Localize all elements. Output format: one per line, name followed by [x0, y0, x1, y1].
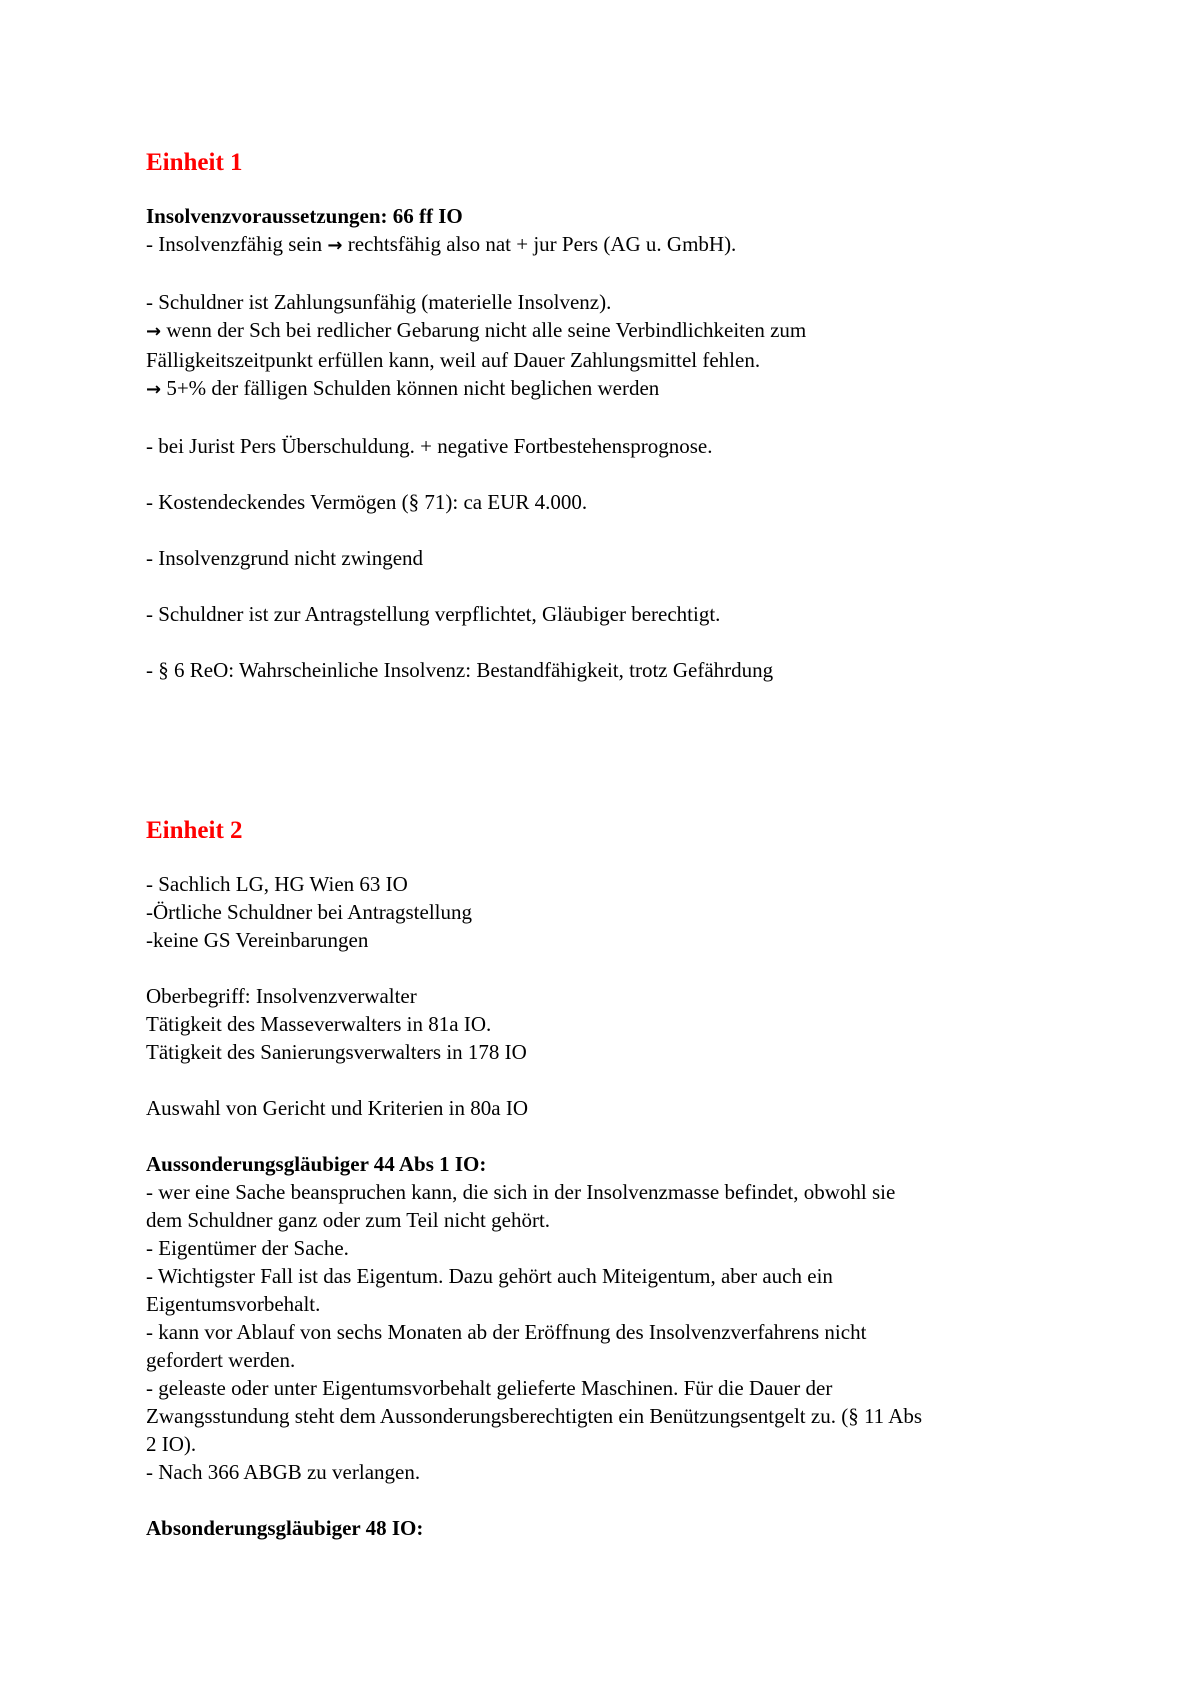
subheading-absonderungsglaeubiger: Absonderungsgläubiger 48 IO:	[146, 1516, 424, 1540]
subheading-insolvenzvoraussetzungen: Insolvenzvoraussetzungen: 66 ff IO	[146, 204, 463, 228]
blank-line	[146, 516, 1066, 544]
arrow-right-icon: →	[146, 321, 162, 342]
text-line: - bei Jurist Pers Überschuldung. + negative Fortbestehensprognose.	[146, 434, 713, 458]
text-span: 5+% der fälligen Schulden können nicht beglichen werden	[161, 376, 660, 400]
section-heading-einheit-2: Einheit 2	[146, 817, 243, 844]
blank-line	[146, 460, 1066, 488]
text-line: - Sachlich LG, HG Wien 63 IO	[146, 872, 408, 896]
blank-line	[146, 404, 1066, 432]
text-line: - Schuldner ist zur Antragstellung verpflichtet, Gläubiger berechtigt.	[146, 602, 721, 626]
text-line: - Insolvenzgrund nicht zwingend	[146, 546, 424, 570]
text-span: rechtsfähig also nat + jur Pers (AG u. GmbH).	[342, 232, 737, 256]
text-line	[146, 374, 1066, 404]
text-line: - § 6 ReO: Wahrscheinliche Insolvenz: Bestandfähigkeit, trotz Gefährdung	[146, 658, 774, 682]
text-line: Tätigkeit des Masseverwalters in 81a IO.	[146, 1012, 492, 1036]
text-line: - wer eine Sache beanspruchen kann, die sich in der Insolvenzmasse befindet, obwohl sie	[146, 1180, 896, 1204]
section-heading-einheit-1: Einheit 1	[146, 149, 243, 176]
blank-line	[146, 1122, 1066, 1150]
blank-line	[146, 1066, 1066, 1094]
text-line: Oberbegriff: Insolvenzverwalter	[146, 984, 417, 1008]
text-line: gefordert werden.	[146, 1348, 296, 1372]
text-line: - Kostendeckendes Vermögen (§ 71): ca EUR 4.000.	[146, 490, 588, 514]
text-line: -keine GS Vereinbarungen	[146, 928, 369, 952]
text-line: Auswahl von Gericht und Kriterien in 80a IO	[146, 1096, 528, 1120]
arrow-right-icon: →	[327, 235, 343, 256]
arrow-right-icon: →	[146, 379, 162, 400]
text-line	[146, 316, 1066, 346]
text-line: -Örtliche Schuldner bei Antragstellung	[146, 900, 473, 924]
text-line: Tätigkeit des Sanierungsverwalters in 178 IO	[146, 1040, 527, 1064]
text-line: - geleaste oder unter Eigentumsvorbehalt gelieferte Maschinen. Für die Dauer der	[146, 1376, 833, 1400]
blank-line	[146, 572, 1066, 600]
section-spacer	[146, 684, 1066, 814]
blank-line	[146, 260, 1066, 288]
text-line: - Nach 366 ABGB zu verlangen.	[146, 1460, 421, 1484]
text-span: - Insolvenzfähig sein	[146, 232, 328, 256]
text-line: - Eigentümer der Sache.	[146, 1236, 349, 1260]
text-line: - Schuldner ist Zahlungsunfähig (materielle Insolvenz).	[146, 290, 612, 314]
text-line	[146, 230, 1066, 260]
text-line: Fälligkeitszeitpunkt erfüllen kann, weil auf Dauer Zahlungsmittel fehlen.	[146, 348, 761, 372]
blank-line	[146, 628, 1066, 656]
text-line: Eigentumsvorbehalt.	[146, 1292, 321, 1316]
subheading-aussonderungsglaeubiger: Aussonderungsgläubiger 44 Abs 1 IO:	[146, 1152, 487, 1176]
text-line: 2 IO).	[146, 1432, 197, 1456]
text-span: wenn der Sch bei redlicher Gebarung nicht alle seine Verbindlichkeiten zum	[161, 318, 807, 342]
text-line: dem Schuldner ganz oder zum Teil nicht gehört.	[146, 1208, 551, 1232]
text-line: - kann vor Ablauf von sechs Monaten ab der Eröffnung des Insolvenzverfahrens nicht	[146, 1320, 867, 1344]
text-line: Zwangsstundung steht dem Aussonderungsberechtigten ein Benützungsentgelt zu. (§ 11 Abs	[146, 1404, 923, 1428]
blank-line	[146, 1486, 1066, 1514]
text-line: - Wichtigster Fall ist das Eigentum. Dazu gehört auch Miteigentum, aber auch ein	[146, 1264, 833, 1288]
blank-line	[146, 954, 1066, 982]
document-page	[146, 146, 1066, 1542]
